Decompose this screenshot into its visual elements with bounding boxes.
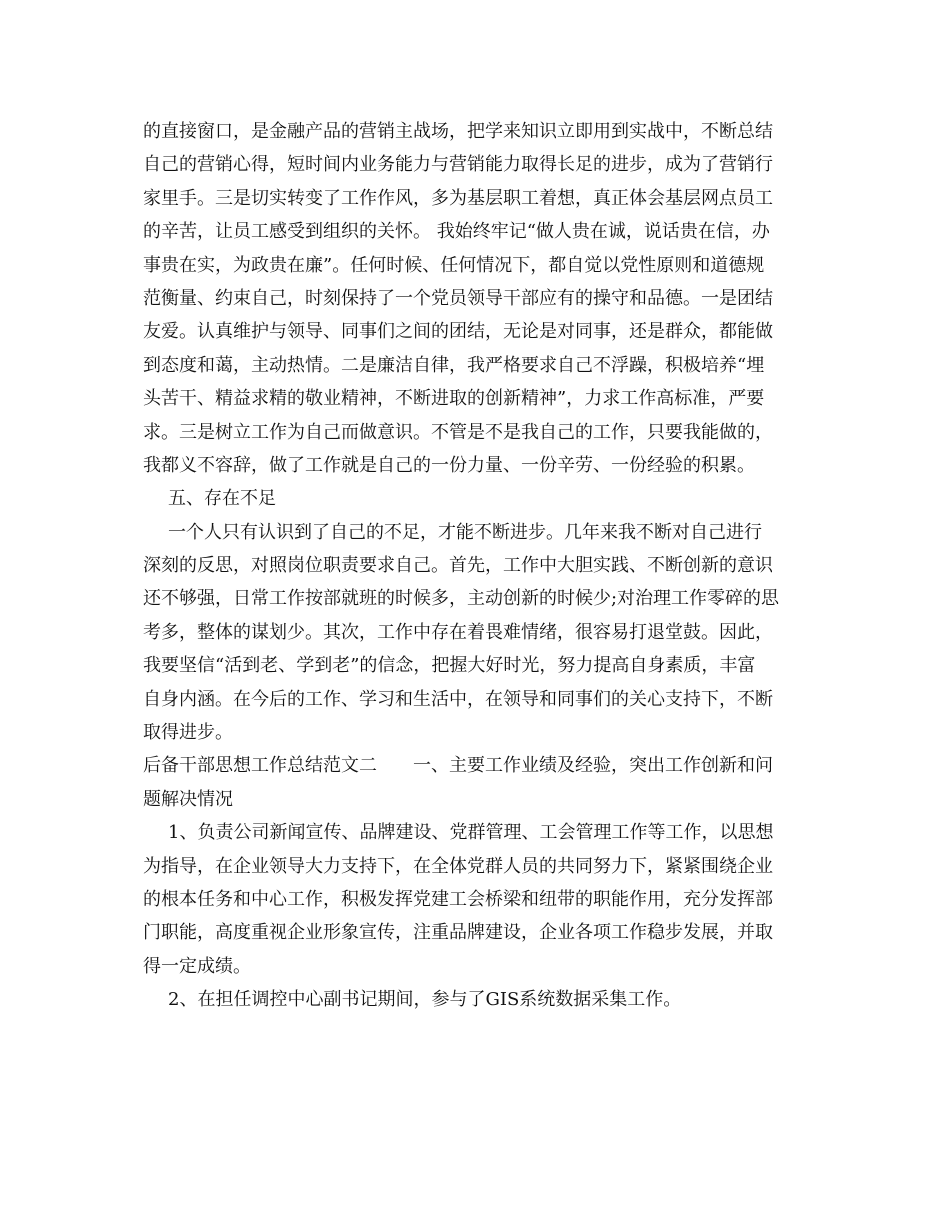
text-line: 到态度和蔼，主动热情。二是廉洁自律，我严格要求自己不浮躁，积极培养“埋: [143, 354, 765, 376]
text-line: 为指导，在企业领导大力支持下，在全体党群人员的共同努力下，紧紧围绕企业: [143, 855, 773, 877]
text-line: 1、负责公司新闻宣传、品牌建设、党群管理、工会管理工作等工作，以思想: [168, 822, 774, 844]
text-line: 考多，整体的谋划少。其次，工作中存在着畏难情绪，很容易打退堂鼓。因此，: [143, 621, 773, 643]
text-line: 取得进步。: [143, 722, 233, 744]
text-line: 友爱。认真维护与领导、同事们之间的团结，无论是对同事，还是群众，都能做: [143, 321, 773, 343]
text-line: 的根本任务和中心工作，积极发挥党建工会桥梁和纽带的职能作用，充分发挥部: [143, 888, 773, 910]
text-line: 的直接窗口，是金融产品的营销主战场，把学来知识立即用到实战中，不断总结: [143, 121, 773, 142]
text-line: 的辛苦，让员工感受到组织的关怀。 我始终牢记“做人贵在诚，说话贵在信，办: [143, 221, 770, 243]
text-line: 还不够强，日常工作按部就班的时候多，主动创新的时候少;对治理工作零碎的思: [143, 588, 780, 610]
text-line: 得一定成绩。: [143, 955, 251, 977]
text-line: 后备干部思想工作总结范文二 一、主要工作业绩及经验，突出工作创新和问: [143, 755, 773, 777]
text-line: 我要坚信“活到老、学到老”的信念，把握大好时光，努力提高自身素质，丰富: [143, 655, 756, 677]
text-line: 自身内涵。在今后的工作、学习和生活中，在领导和同事们的关心支持下，不断: [143, 688, 773, 710]
text-line: 头苦干、精益求精的敬业精神，不断进取的创新精神”，力求工作高标准，严要: [143, 388, 765, 410]
text-line: 范衡量、约束自己，时刻保持了一个党员领导干部应有的操守和品德。一是团结: [143, 287, 773, 309]
text-line: 深刻的反思，对照岗位职责要求自己。首先，工作中大胆实践、不断创新的意识: [143, 555, 773, 577]
document-body: [143, 115, 808, 1017]
text-line: 家里手。三是切实转变了工作作风，多为基层职工着想，真正体会基层网点员工: [143, 187, 773, 209]
text-line: 我都义不容辞，做了工作就是自己的一份力量、一份辛劳、一份经验的积累。: [143, 454, 755, 476]
text-line: 门职能，高度重视企业形象宣传，注重品牌建设，企业各项工作稳步发展，并取: [143, 922, 773, 944]
text-line: 五、存在不足: [168, 488, 276, 510]
text-line: 题解决情况: [143, 788, 233, 810]
text-line: 求。三是树立工作为自己而做意识。不管是不是我自己的工作，只要我能做的，: [143, 421, 773, 443]
text-line: 事贵在实，为政贵在廉”。任何时候、任何情况下，都自觉以党性原则和道德规: [143, 254, 765, 276]
text-line: 一个人只有认识到了自己的不足，才能不断进步。几年来我不断对自己进行: [168, 521, 762, 543]
text-line: 自己的营销心得，短时间内业务能力与营销能力取得长足的进步，成为了营销行: [143, 154, 773, 176]
text-line: 2、在担任调控中心副书记期间，参与了GIS系统数据采集工作。: [168, 989, 682, 1011]
